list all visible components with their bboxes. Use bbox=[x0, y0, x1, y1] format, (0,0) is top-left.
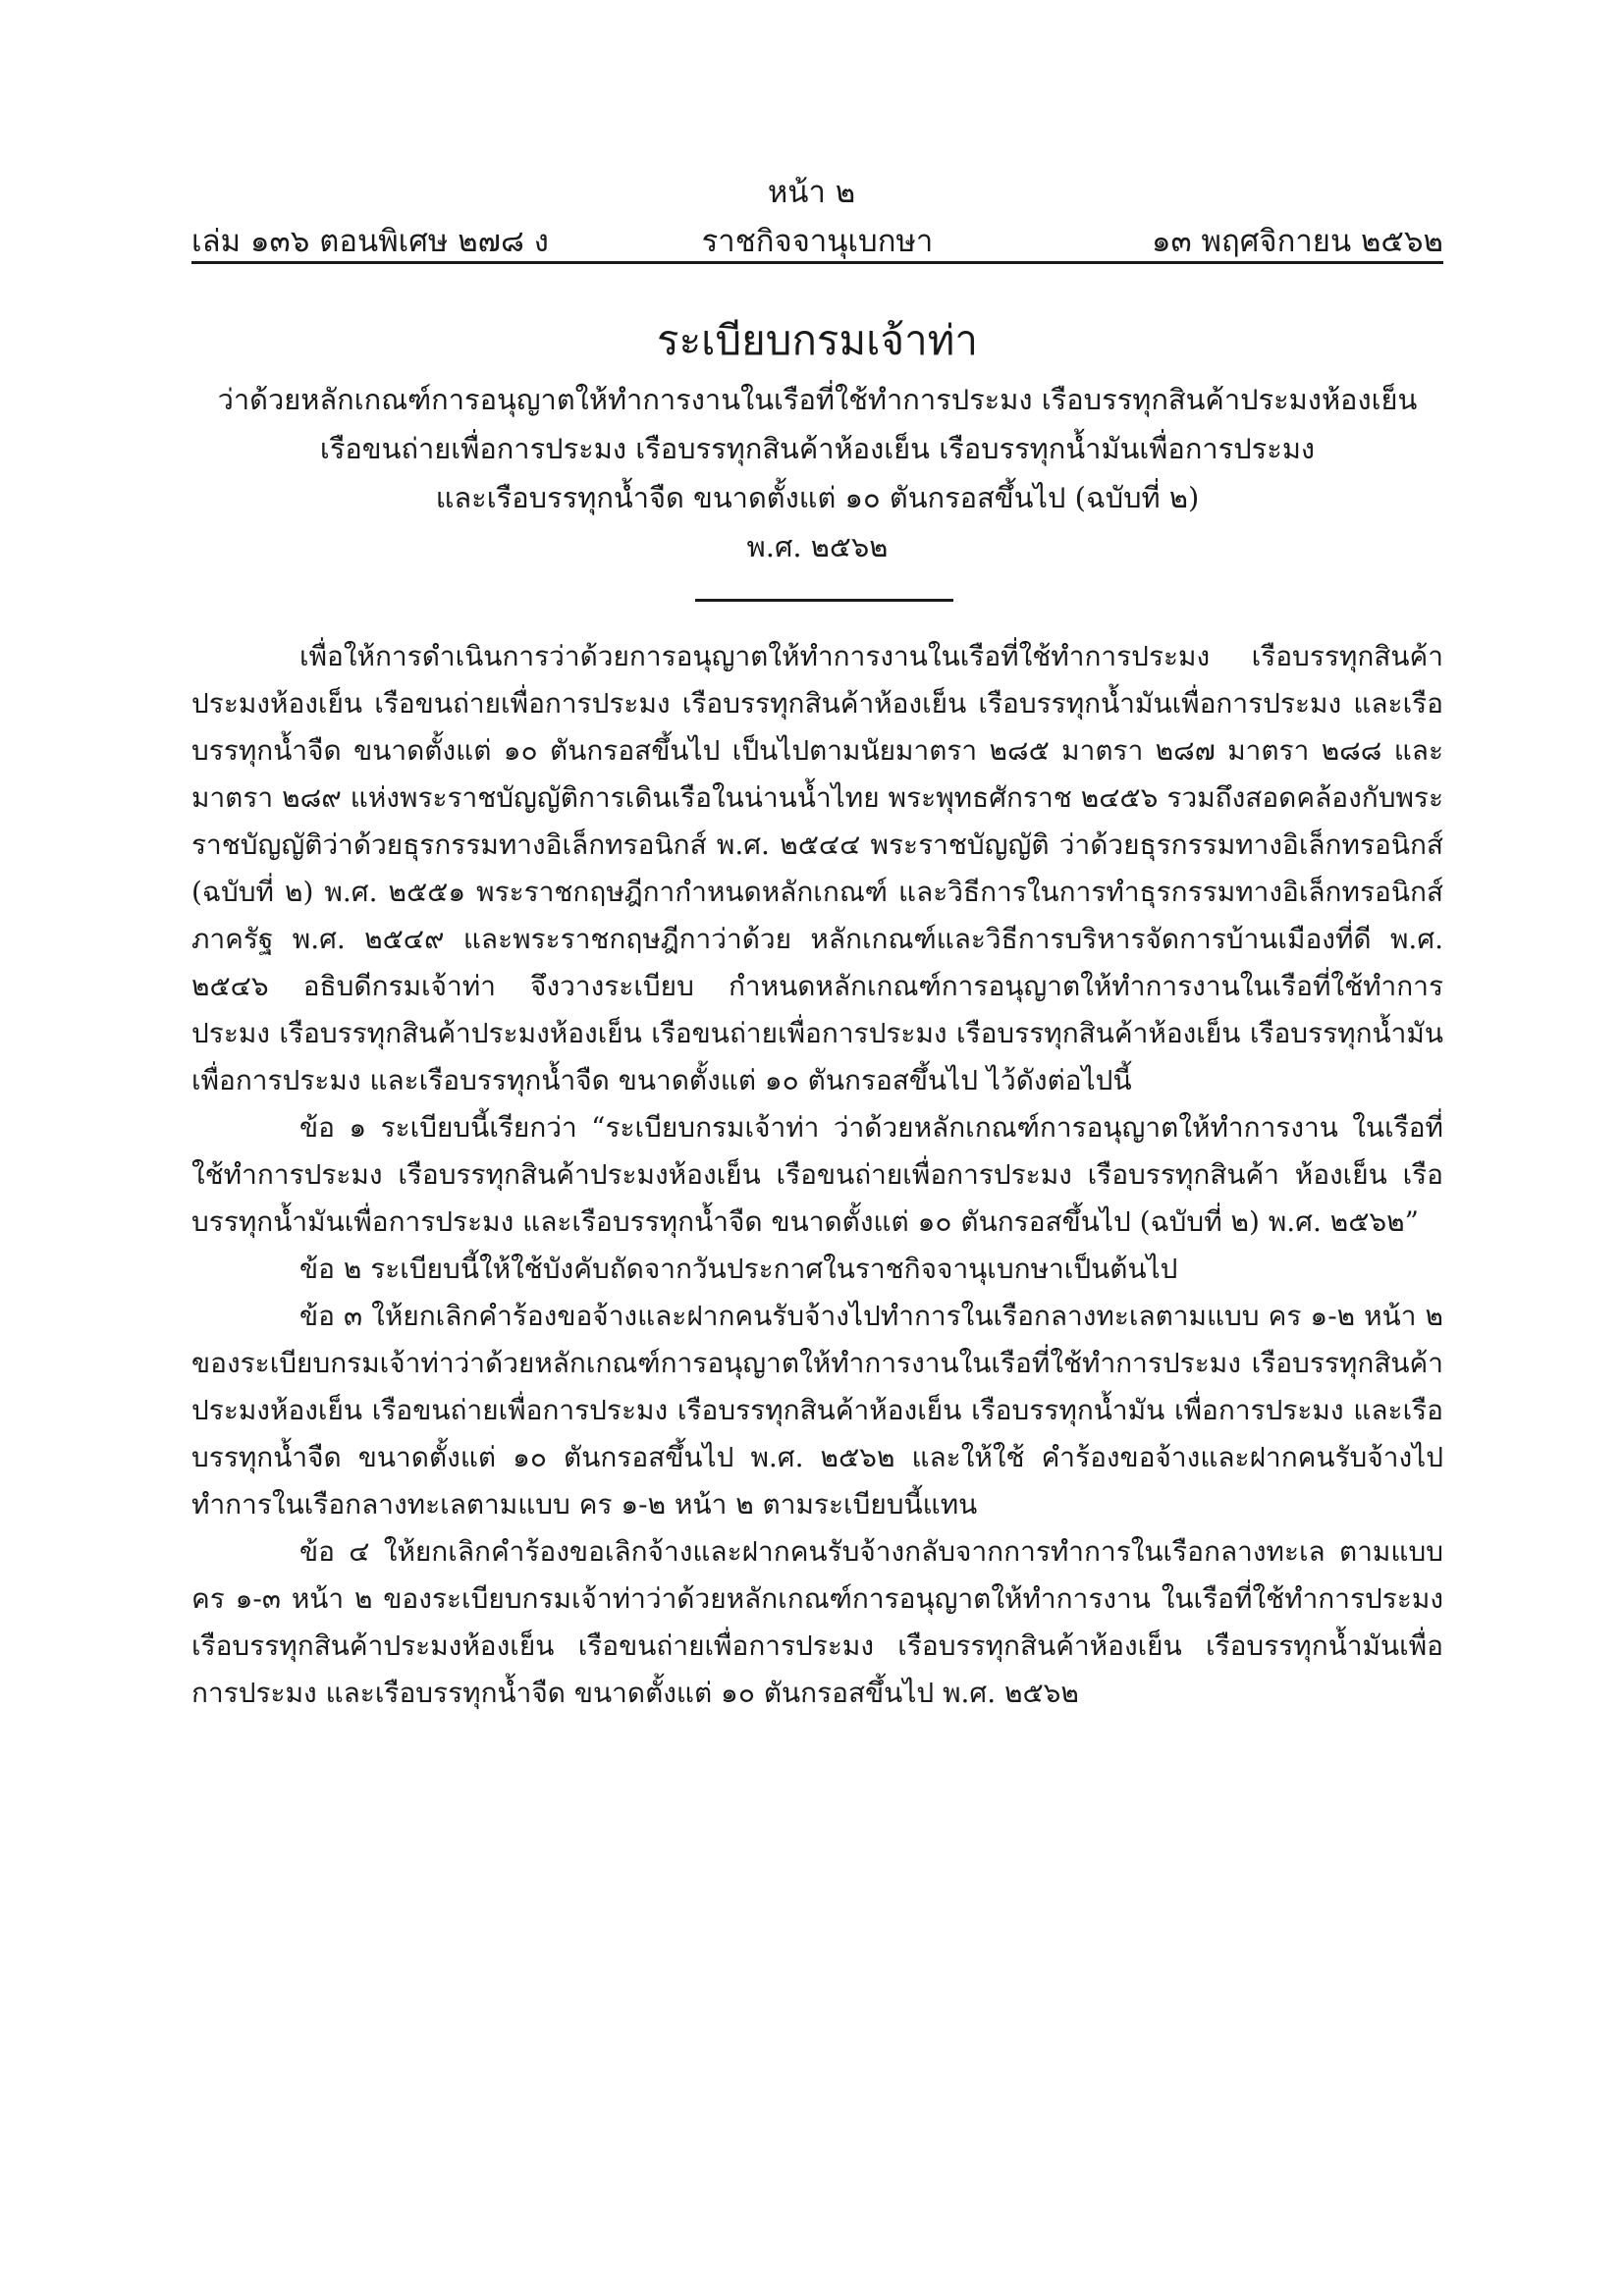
clause-4: ข้อ ๔ ให้ยกเลิกคำร้องขอเลิกจ้างและฝากคนรับจ้างกลับจากการทำการในเรือกลางทะเล ตามแบบ คร ๑-๓ หน้า ๒ ของระเบียบกรมเจ้าท่าว่าด้วยหลักเกณฑ์การอนุญาตให้ทำการงาน ในเรือที่ใช้ทำการประมง เรือบรรทุกสินค้าประมงห้องเย็น เรือขนถ่ายเพื่อการประมง เรือบรรทุกสินค้าห้องเย็น เรือบรรทุกน้ำมันเพื่อการประมง และเรือบรรทุกน้ำจืด ขนาดตั้งแต่ ๑๐ ตันกรอสขึ้นไป พ.ศ. ๒๕๖๒ bbox=[191, 1535, 1443, 1709]
publication-date: ๑๓ พฤศจิกายน ๒๕๖๒ bbox=[1151, 224, 1443, 259]
regulation-subtitle-line-1: ว่าด้วยหลักเกณฑ์การอนุญาตให้ทำการงานในเรือที่ใช้ทำการประมง เรือบรรทุกสินค้าประมงห้องเย็น bbox=[217, 383, 1418, 416]
title-divider bbox=[695, 599, 953, 602]
gazette-name: ราชกิจจานุเบกษา bbox=[701, 224, 934, 259]
preamble-paragraph: เพื่อให้การดำเนินการว่าด้วยการอนุญาตให้ทำการงานในเรือที่ใช้ทำการประมง เรือบรรทุกสินค้าประมงห้องเย็น เรือขนถ่ายเพื่อการประมง เรือบรรทุกสินค้าห้องเย็น เรือบรรทุกน้ำมันเพื่อการประมง และเรือบรรทุกน้ำจืด ขนาดตั้งแต่ ๑๐ ตันกรอสขึ้นไป เป็นไปตามนัยมาตรา ๒๘๕ มาตรา ๒๘๗ มาตรา ๒๘๘ และมาตรา ๒๘๙ แห่งพระราชบัญญัติการเดินเรือในน่านน้ำไทย พระพุทธศักราช ๒๔๕๖ รวมถึงสอดคล้องกับพระราชบัญญัติว่าด้วยธุรกรรมทางอิเล็กทรอนิกส์ พ.ศ. ๒๕๔๔ พระราชบัญญัติ ว่าด้วยธุรกรรมทางอิเล็กทรอนิกส์ (ฉบับที่ ๒) พ.ศ. ๒๕๕๑ พระราชกฤษฎีกากำหนดหลักเกณฑ์ และวิธีการในการทำธุรกรรมทางอิเล็กทรอนิกส์ภาครัฐ พ.ศ. ๒๕๔๙ และพระราชกฤษฎีกาว่าด้วย หลักเกณฑ์และวิธีการบริหารจัดการบ้านเมืองที่ดี พ.ศ. ๒๕๔๖ อธิบดีกรมเจ้าท่า จึงวางระเบียบ กำหนดหลักเกณฑ์การอนุญาตให้ทำการงานในเรือที่ใช้ทำการประมง เรือบรรทุกสินค้าประมงห้องเย็น เรือขนถ่ายเพื่อการประมง เรือบรรทุกสินค้าห้องเย็น เรือบรรทุกน้ำมันเพื่อการประมง และเรือบรรทุกน้ำจืด ขนาดตั้งแต่ ๑๐ ตันกรอสขึ้นไป ไว้ดังต่อไปนี้ bbox=[191, 640, 1443, 1096]
gazette-header bbox=[191, 216, 1443, 259]
regulation-title-block bbox=[191, 306, 1443, 571]
volume-issue: เล่ม ๑๓๖ ตอนพิเศษ ๒๗๘ ง bbox=[191, 224, 549, 259]
clause-3: ข้อ ๓ ให้ยกเลิกคำร้องขอจ้างและฝากคนรับจ้างไปทำการในเรือกลางทะเลตามแบบ คร ๑-๒ หน้า ๒ ของระเบียบกรมเจ้าท่าว่าด้วยหลักเกณฑ์การอนุญาตให้ทำการงานในเรือที่ใช้ทำการประมง เรือบรรทุกสินค้าประมงห้องเย็น เรือขนถ่ายเพื่อการประมง เรือบรรทุกสินค้าห้องเย็น เรือบรรทุกน้ำมัน เพื่อการประมง และเรือบรรทุกน้ำจืด ขนาดตั้งแต่ ๑๐ ตันกรอสขึ้นไป พ.ศ. ๒๕๖๒ และให้ใช้ คำร้องขอจ้างและฝากคนรับจ้างไปทำการในเรือกลางทะเลตามแบบ คร ๑-๒ หน้า ๒ ตามระเบียบนี้แทน bbox=[191, 1300, 1443, 1521]
header-divider bbox=[191, 261, 1443, 264]
regulation-year: พ.ศ. ๒๕๖๒ bbox=[746, 530, 889, 563]
regulation-subtitle-line-2: เรือขนถ่ายเพื่อการประมง เรือบรรทุกสินค้าห้องเย็น เรือบรรทุกน้ำมันเพื่อการประมง bbox=[319, 432, 1316, 465]
regulation-title: ระเบียบกรมเจ้าท่า bbox=[657, 316, 978, 364]
page-number: หน้า ๒ bbox=[767, 175, 856, 210]
regulation-subtitle-line-3: และเรือบรรทุกน้ำจืด ขนาดตั้งแต่ ๑๐ ตันกรอสขึ้นไป (ฉบับที่ ๒) bbox=[435, 481, 1200, 514]
regulation-body bbox=[191, 633, 1443, 1717]
clause-2: ข้อ ๒ ระเบียบนี้ให้ใช้บังคับถัดจากวันประกาศในราชกิจจานุเบกษาเป็นต้นไป bbox=[299, 1253, 1178, 1285]
clause-1: ข้อ ๑ ระเบียบนี้เรียกว่า “ระเบียบกรมเจ้าท่า ว่าด้วยหลักเกณฑ์การอนุญาตให้ทำการงาน ในเรือที่ใช้ทำการประมง เรือบรรทุกสินค้าประมงห้องเย็น เรือขนถ่ายเพื่อการประมง เรือบรรทุกสินค้า ห้องเย็น เรือบรรทุกน้ำมันเพื่อการประมง และเรือบรรทุกน้ำจืด ขนาดตั้งแต่ ๑๐ ตันกรอสขึ้นไป (ฉบับที่ ๒) พ.ศ. ๒๕๖๒” bbox=[191, 1111, 1443, 1238]
